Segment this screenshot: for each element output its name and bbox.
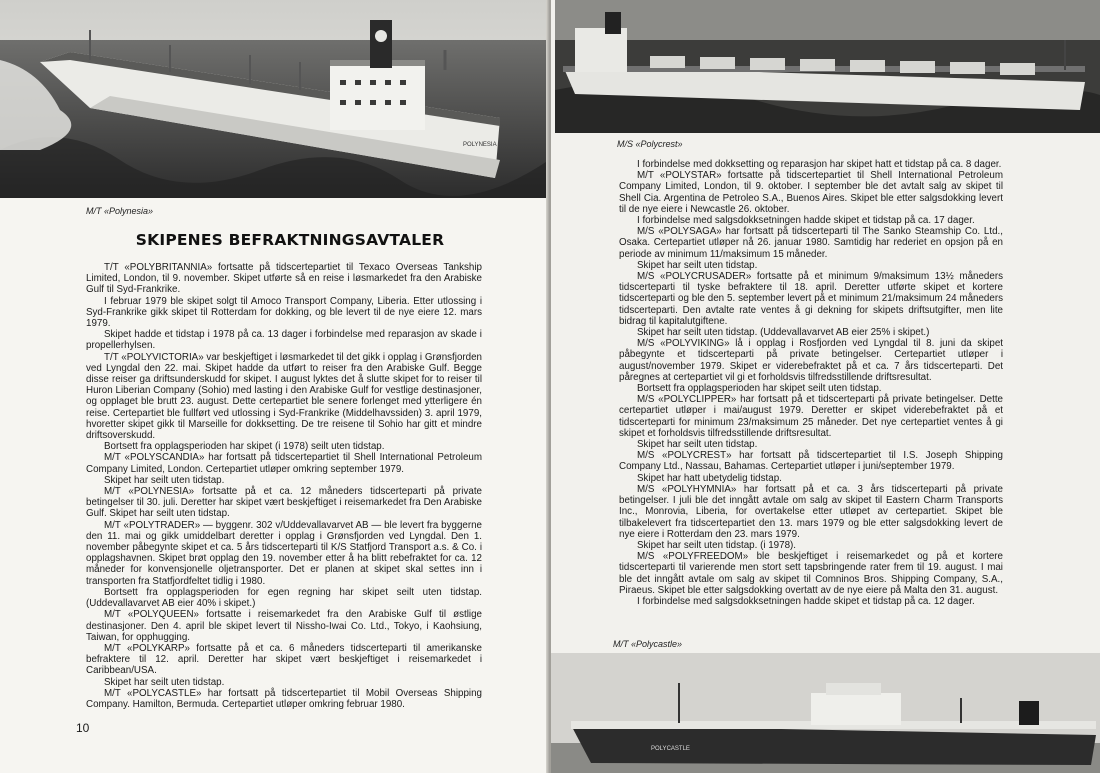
paragraph: M/T «POLYQUEEN» fortsatte i reisemarkedet fra den Arabiske Gulf til østlige destinasjoner. Den 4. april ble skipet levert til Nissho-Iwai Co. Ltd., Tokyo, i Kaohsiung, Taiwan, for opphugging. — [86, 609, 482, 643]
paragraph: T/T «POLYVICTORIA» var beskjeftiget i løsmarkedet til det gikk i opplag i Grønsfjorden ved Lyngdal den 22. mai. Skipet hadde da utført to reiser fra den Arabiske Gulf. Begge disse reiser ga driftsunderskudd for skipet. I august lyktes det å slutte skipet for to reiser til Huron Liberian Company (Sohio) med lasting i den Arabiske Gulf for vestlige destinasjoner, og opplaget ble brutt 23. august. Dette certepartiet ble senere forlenget med ytterligere én reise. Certepartiet ble fullført ved utlossing i Syd-Frankrike (Middelhavssiden) 3. april 1979, hvoretter skipet gikk til Marseille for dokksetting. De tre reisene til Sohio har gitt et mindre driftsoverskudd. — [86, 351, 482, 442]
paragraph: Skipet har seilt uten tidstap. — [104, 676, 225, 688]
photo-polynesia — [0, 0, 549, 198]
photo-caption-polycastle: M/T «Polycastle» — [613, 639, 683, 649]
paragraph: M/S «POLYFREEDOM» ble beskjeftiget i reisemarkedet og på et kortere tidscerteparti til varierende men stort sett tapsbringende rater frem til 19. august. I mai ble det inngått avtale om salg av skipet til Comninos Bros. Shipping Company, S.A., Piraeus. Skipet ble etter salgsdokking overtatt av de nye eiere på Malta den 31. august. — [619, 551, 1003, 596]
hull-name-polycastle: POLYCASTLE — [651, 746, 690, 752]
photo-caption-polycrest: M/S «Polycrest» — [617, 139, 683, 149]
paragraph: I forbindelse med salgsdokksetningen hadde skipet et tidstap på ca. 12 dager. — [637, 595, 975, 607]
paragraph: I forbindelse med salgsdokksetningen hadde skipet et tidstap på ca. 17 dager. — [637, 215, 975, 227]
paragraph: M/T «POLYCASTLE» har fortsatt på tidscertepartiet til Mobil Overseas Shipping Company. Hamilton, Bermuda. Certepartiet utløper omkring februar 1980. — [86, 687, 482, 710]
paragraph: Skipet har hatt ubetydelig tidstap. — [637, 472, 782, 484]
paragraph: Bortsett fra opplagsperioden har skipet seilt uten tidstap. — [637, 383, 882, 395]
hull-name-polynesia: POLYNESIA — [463, 142, 497, 148]
paragraph: Bortsett fra opplagsperioden for egen regning har skipet seilt uten tidstap. (Uddevallavarvet AB eier 40% i skipet.) — [86, 586, 482, 610]
paragraph: T/T «POLYBRITANNIA» fortsatte på tidscertepartiet til Texaco Overseas Tankship Limited, London, til 9. november. Skipet utførte så en reise i løsmarkedet fra den Arabiske Gulf til Syd-Frankrike. — [86, 262, 482, 296]
paragraph: Skipet har seilt uten tidstap. — [104, 474, 225, 486]
paragraph: M/S «POLYCRUSADER» fortsatte på et minimum 9/maksimum 13½ måneders tidscerteparti til tyske befraktere til 18. april. Deretter utførte skipet et kortere tidscerteparti og ble den 5. september levert på et minimum 21/maksimum 24 måneders tidscerteparti. Den avtalte rate ventes å gi dekning for skipets driftsutgifter, men lite bidrag til kapitalutgiftene. — [619, 271, 1003, 327]
paragraph: Skipet har seilt uten tidstap. — [637, 259, 758, 271]
paragraph: Skipet hadde et tidstap i 1978 på ca. 13 dager i forbindelse med reparasjon av skade i propellerhylsen. — [86, 329, 482, 352]
paragraph: M/S «POLYHYMNIA» har fortsatt på et ca. 3 års tidscerteparti på private betingelser. I juli ble det inngått avtale om salg av skipet til Eastern Charm Transports Inc., Monrovia, Liberia, for overtakelse etter utløpet av certepartiet. Skipet ble tilbakelevert fra tidscertepartiet den 13. mars 1979 og ble etter salgsdokking levert de nye eiere i Rotterdam den 23. mars 1979. — [619, 483, 1003, 540]
paragraph: M/S «POLYCREST» har fortsatt på tidscertepartiet til I.S. Joseph Shipping Company Ltd., Nassau, Bahamas. Certepartiet utløper i juni/september 1979. — [619, 450, 1003, 473]
right-page — [551, 0, 1100, 773]
photo-caption-polynesia: M/T «Polynesia» — [86, 206, 154, 216]
paragraph: M/T «POLYSTAR» fortsatte på tidscertepartiet til Shell International Petroleum Company Limited, London, til 9. oktober. I september ble det avtalt salg av skipet til Shell Cia. Argentina de Petroleo S.A., Buenos Aires. Skipet ble etter salgsdokking levert til de nye eiere i Newcastle 26. oktober. — [619, 170, 1003, 215]
photo-polycrest — [555, 0, 1100, 133]
paragraph: M/S «POLYSAGA» har fortsatt på tidscerteparti til The Sanko Steamship Co. Ltd., Osaka. Certepartiet utløper nå 26. januar 1980. Samtidig har rederiet en opsjon på en periode av minimum 11/maksimum 15 måneder. — [619, 226, 1003, 260]
paragraph: Skipet har seilt uten tidstap. (Uddevallavarvet AB eier 25% i skipet.) — [637, 327, 930, 339]
paragraph: Skipet har seilt uten tidstap. (i 1978). — [637, 539, 797, 551]
page-number: 10 — [76, 721, 90, 735]
left-page — [0, 0, 549, 773]
paragraph: M/T «POLYSCANDIA» har fortsatt på tidscertepartiet til Shell International Petroleum Company Limited, London. Certepartiet utløper omkring september 1979. — [86, 452, 482, 475]
paragraph: M/S «POLYVIKING» lå i opplag i Rosfjorden ved Lyngdal til 8. juni da skipet påbegynte et tidscerteparti på private betingelser. Certepartiet utløper i august/november 1979. Skipet er viderebefraktet på et ca. 7 års tidscerteparti. Det påregnes at certepartiet vil gi et forholdsvis tilfredsstillende driftsresultat. — [619, 338, 1003, 383]
paragraph: M/S «POLYCLIPPER» har fortsatt på et tidscerteparti på private betingelser. Dette certepartiet utløper i mai/august 1979. Deretter er skipet viderebefraktet på et tidscerteparti for minimum 23/maksimum 25 måneder. Det nye certepartiet ventes å gi skipet et forholdsvis tilfredsstillende driftsresultat. — [619, 394, 1003, 439]
photo-polycastle — [551, 653, 1100, 773]
paragraph: I forbindelse med dokksetting og reparasjon har skipet hatt et tidstap på ca. 8 dager. — [637, 159, 1002, 170]
paragraph: M/T «POLYNESIA» fortsatte på et ca. 12 måneders tidscerteparti på private betingelser til 30. juli. Deretter har skipet vært beskjeftiget i reisemarkedet fra Den Arabiske Gulf. Skipet har seilt uten tidstap. — [86, 486, 482, 520]
paragraph: I februar 1979 ble skipet solgt til Amoco Transport Company, Liberia. Etter utlossing i Syd-Frankrike gikk skipet til Rotterdam for dokking, og ble levert til de nye eiere 12. mars 1979. — [86, 295, 482, 330]
paragraph: Bortsett fra opplagsperioden har skipet (i 1978) seilt uten tidstap. — [104, 441, 385, 453]
paragraph: M/T «POLYKARP» fortsatte på et ca. 6 måneders tidscerteparti til amerikanske befraktere til 12. april. Deretter har skipet vært beskjeftiget i reisemarkedet i Caribbean/USA. — [86, 642, 482, 677]
paragraph: Skipet har seilt uten tidstap. — [637, 439, 758, 451]
page-title: SKIPENES BEFRAKTNINGSAVTALER — [135, 231, 445, 249]
right-text-column — [619, 159, 1003, 607]
paragraph: M/T «POLYTRADER» — byggenr. 302 v/Uddevallavarvet AB — ble levert fra byggerne den 11. mai og gikk umiddelbart deretter i opplag i Grønsfjorden ved Lyngdal. Den 1. november påbegynte skipet et ca. 5 års tidscerteparti til K/S Statfjord Transport a.s. & Co. i opplagshavnen. Skipet brøt opplag den 19. november etter å ha blitt rebefraktet for ca. 12 måneder for konvensjonelle oljetransporter. Det er planen at skipet skal settes inn i transporten fra Statfjordfeltet tidlig i 1980. — [86, 519, 482, 587]
left-text-column — [86, 262, 482, 710]
